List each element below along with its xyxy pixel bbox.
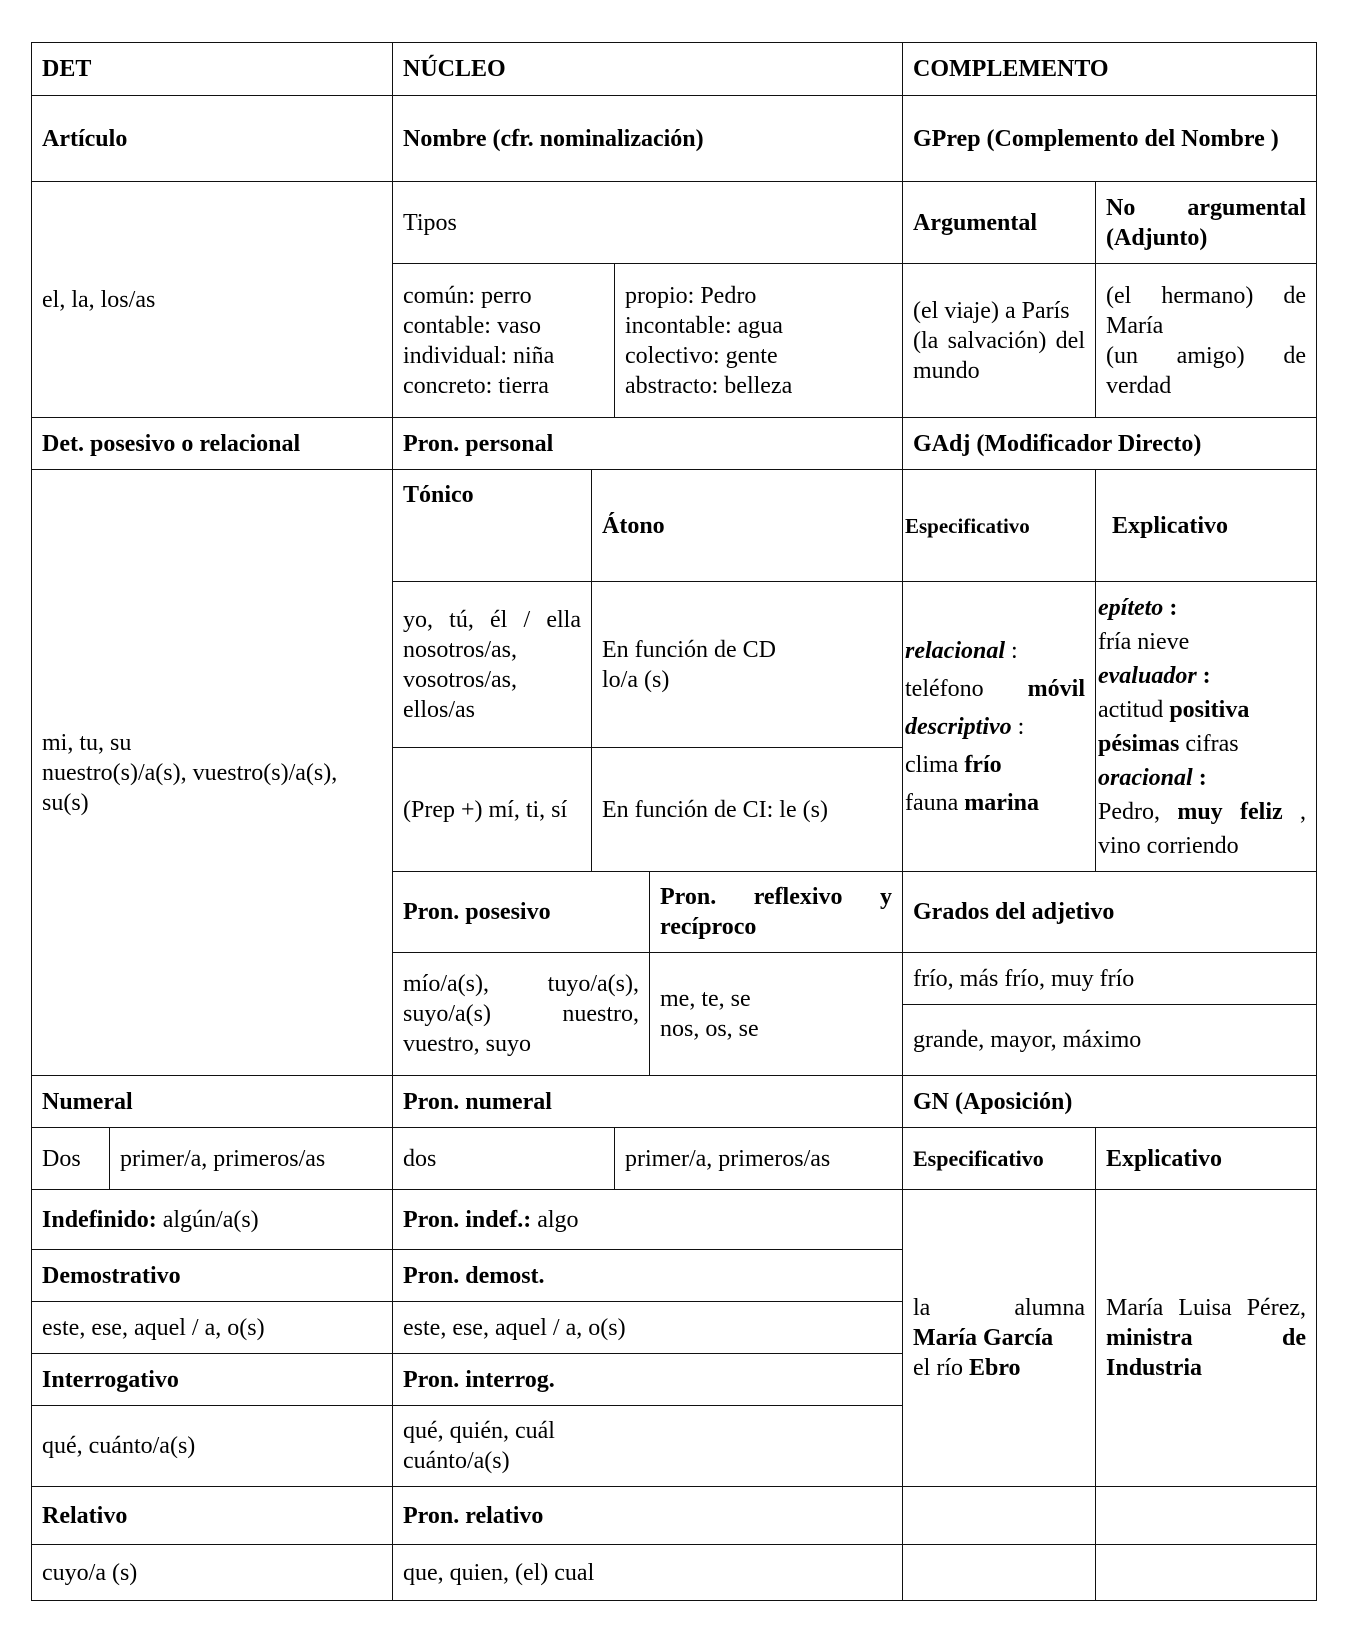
colon-3: : — [1169, 594, 1178, 621]
pron-relativo-value: que, quien, (el) cual — [392, 1544, 903, 1601]
oracional-label: oracional — [1098, 764, 1193, 791]
apos-expl-ex: María Luisa Pérez, — [1106, 1295, 1306, 1321]
label-numeral: Numeral — [31, 1075, 393, 1128]
tipo-propio: propio: Pedro — [625, 282, 757, 309]
descr-bold-2: marina — [964, 789, 1039, 816]
colon-1: : — [1011, 637, 1018, 664]
label-pron-relativo: Pron. relativo — [392, 1486, 903, 1545]
pron-indef-row — [392, 1189, 903, 1250]
grados-2: grande, mayor, máximo — [902, 1004, 1317, 1076]
label-pron-demost: Pron. demost. — [392, 1249, 903, 1302]
apos-espec-ex2: el río — [913, 1355, 963, 1381]
epiteto-example: fría nieve — [1098, 628, 1190, 655]
apos-expl-bold: ministra de Industria — [1106, 1325, 1306, 1381]
label-pron-numeral: Pron. numeral — [392, 1075, 903, 1128]
tipo-colectivo: colectivo: gente — [625, 342, 778, 369]
interrogativo-value: qué, cuánto/a(s) — [31, 1405, 393, 1487]
label-atono: Átono — [591, 469, 903, 582]
tipos-right-list — [614, 263, 903, 418]
tipo-individual: individual: niña — [403, 342, 555, 369]
aposicion-especificativo-examples — [902, 1189, 1096, 1487]
label-grados: Grados del adjetivo — [902, 871, 1317, 953]
indefinido-row — [31, 1189, 393, 1250]
empty-cell — [1095, 1486, 1317, 1545]
colon-5: : — [1198, 764, 1207, 791]
label-gn-aposicion: GN (Aposición) — [902, 1075, 1317, 1128]
descr-example-2: fauna — [905, 789, 959, 816]
eval-example-1: actitud — [1098, 696, 1164, 723]
colon-2: : — [1017, 713, 1025, 740]
pron-interrog-line-1: qué, quién, cuál — [403, 1418, 555, 1444]
orac-example-2: vino corriendo — [1098, 832, 1239, 859]
eval-bold-2: pésimas — [1098, 730, 1180, 757]
label-demostrativo: Demostrativo — [31, 1249, 393, 1302]
colon-4: : — [1202, 662, 1211, 689]
label-pron-indef: Pron. indef.: — [403, 1206, 532, 1233]
reflexivo-line-2: nos, os, se — [660, 1016, 759, 1042]
label-argumental: Argumental — [902, 181, 1096, 264]
evaluador-label: evaluador — [1098, 662, 1197, 689]
label-interrogativo: Interrogativo — [31, 1353, 393, 1406]
posesivo-values — [31, 469, 393, 1076]
eval-bold-1: positiva — [1169, 696, 1250, 723]
atono-cd-forms: lo/a (s) — [602, 666, 670, 693]
label-tipos: Tipos — [392, 181, 903, 264]
label-especificativo-adj: Especificativo — [902, 469, 1096, 582]
especificativo-adj-examples — [902, 581, 1096, 872]
label-pron-posesivo: Pron. posesivo — [392, 871, 650, 953]
apos-espec-ex1: la alumna — [913, 1295, 1085, 1321]
tipos-left-list — [392, 263, 615, 418]
relacional-label: relacional — [905, 637, 1005, 664]
tonico-values-2: (Prep +) mí, ti, sí — [392, 747, 592, 872]
no-argumental-examples — [1095, 263, 1317, 418]
empty-cell — [1095, 1544, 1317, 1601]
relacional-bold: móvil — [1027, 675, 1085, 702]
label-indefinido: Indefinido: — [42, 1206, 157, 1233]
relacional-example: teléfono — [905, 675, 984, 702]
label-gprep: GPrep (Complemento del Nombre ) — [902, 95, 1317, 182]
atono-values-2: En función de CI: le (s) — [591, 747, 903, 872]
tipo-contable: contable: vaso — [403, 312, 541, 339]
arg-example-1: (el viaje) a París — [913, 297, 1070, 324]
argumental-examples — [902, 263, 1096, 418]
noarg-example-2: (un amigo) de verdad — [1106, 342, 1306, 399]
pron-demost-value: este, ese, aquel / a, o(s) — [392, 1301, 903, 1354]
label-nombre: Nombre (cfr. nominalización) — [392, 95, 903, 182]
tipo-concreto: concreto: tierra — [403, 372, 549, 399]
label-especificativo-gn: Especificativo — [902, 1127, 1096, 1190]
tipo-comun: común: perro — [403, 282, 532, 309]
eval-example-2: cifras — [1185, 730, 1239, 757]
noarg-example-1: (el hermano) de María — [1106, 282, 1306, 339]
label-pron-personal: Pron. personal — [392, 417, 903, 470]
empty-cell — [902, 1486, 1096, 1545]
epiteto-label: epíteto — [1098, 594, 1164, 621]
comma: , — [1300, 798, 1306, 825]
grados-1: frío, más frío, muy frío — [902, 952, 1317, 1005]
header-nucleo: NÚCLEO — [392, 42, 903, 96]
indefinido-value: algún/a(s) — [162, 1206, 259, 1233]
pron-indef-value: algo — [537, 1206, 579, 1233]
posesivo-line-1: mi, tu, su — [42, 729, 132, 756]
pron-numeral-ordinal: primer/a, primeros/as — [614, 1127, 903, 1190]
empty-cell — [902, 1544, 1096, 1601]
label-pron-reflexivo: Pron. reflexivo y recíproco — [649, 871, 903, 953]
label-relativo: Relativo — [31, 1486, 393, 1545]
pron-interrog-values — [392, 1405, 903, 1487]
articulo-values: el, la, los/as — [31, 181, 393, 418]
label-gadj: GAdj (Modificador Directo) — [902, 417, 1317, 470]
arg-example-2: (la salvación) del mundo — [913, 327, 1085, 384]
descr-bold-1: frío — [964, 751, 1002, 778]
reflexivo-line-1: me, te, se — [660, 986, 751, 1012]
tipo-abstracto: abstracto: belleza — [625, 372, 793, 399]
atono-cd-label: En función de CD — [602, 636, 776, 663]
numeral-ordinal: primer/a, primeros/as — [109, 1127, 393, 1190]
aposicion-explicativo-examples — [1095, 1189, 1317, 1487]
descr-example-1: clima — [905, 751, 959, 778]
header-det: DET — [31, 42, 393, 96]
tonico-values-1: yo, tú, él / ella nosotros/as, vosotros/as, ellos/as — [392, 581, 592, 748]
label-explicativo-adj: Explicativo — [1095, 469, 1317, 582]
apos-espec-bold1: María García — [913, 1325, 1054, 1351]
label-explicativo-gn: Explicativo — [1095, 1127, 1317, 1190]
label-pron-interrog: Pron. interrog. — [392, 1353, 903, 1406]
pron-interrog-line-2: cuánto/a(s) — [403, 1448, 510, 1474]
orac-bold: muy feliz — [1177, 798, 1283, 825]
orac-example-1: Pedro, — [1098, 798, 1160, 825]
label-tonico: Tónico — [392, 469, 592, 582]
pron-numeral-cardinal: dos — [392, 1127, 615, 1190]
demostrativo-value: este, ese, aquel / a, o(s) — [31, 1301, 393, 1354]
label-det-posesivo: Det. posesivo o relacional — [31, 417, 393, 470]
atono-values-1 — [591, 581, 903, 748]
reflexivo-values — [649, 952, 903, 1076]
numeral-cardinal: Dos — [31, 1127, 110, 1190]
descriptivo-label: descriptivo — [905, 713, 1012, 740]
header-complemento: COMPLEMENTO — [902, 42, 1317, 96]
explicativo-adj-examples — [1095, 581, 1317, 872]
relativo-value: cuyo/a (s) — [31, 1544, 393, 1601]
tipo-incontable: incontable: agua — [625, 312, 783, 339]
label-articulo: Artículo — [31, 95, 393, 182]
apos-espec-bold2: Ebro — [968, 1355, 1021, 1381]
posesivo-pron-values: mío/a(s), tuyo/a(s), suyo/a(s) nuestro, vuestro, suyo — [392, 952, 650, 1076]
label-no-argumental: No argumental (Adjunto) — [1095, 181, 1317, 264]
posesivo-line-2: nuestro(s)/a(s), vuestro(s)/a(s), su(s) — [42, 759, 338, 816]
